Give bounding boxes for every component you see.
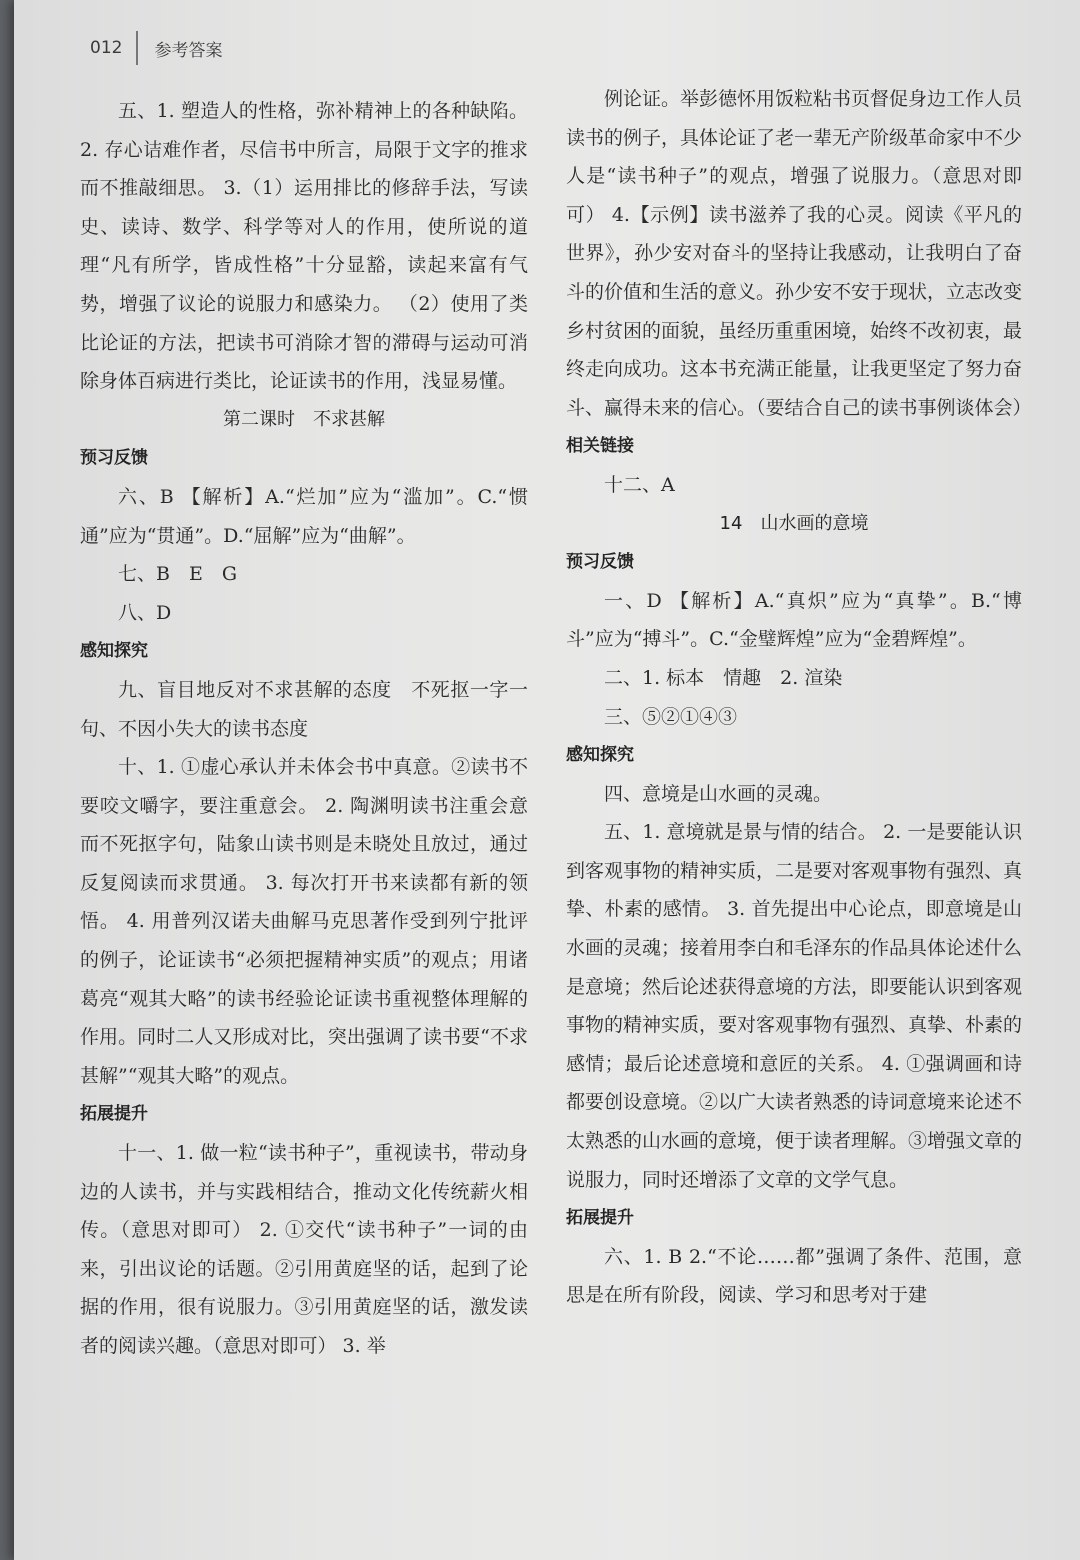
- answer-three: 三、⑤②①④③: [604, 705, 738, 728]
- lesson-title: 14 山水画的意境: [719, 512, 869, 534]
- answer-five: 五、1. 塑造人的性格，弥补精神上的各种缺陷。 2. 存心诘难作者，尽信书中所言，局限于文字的推求而不推敲细思。 3.（1）运用排比的修辞手法，写读史、读诗、数学、科学等对人的作用，使所说的道理“凡有所学，皆成性格”十分显豁，读起来富有气势，增强了议论的说服力和感染力。 （2）使用了类比论证的方法，把读书可消除才智的滞碍与运动可消除身体百病进行类比，论证读书的作用，浅显易懂。: [80, 100, 528, 393]
- section-preview: 预习反馈: [80, 448, 148, 469]
- answer-six: 六、B 【解析】A.“烂加”应为“滥加”。C.“惯通”应为“贯通”。D.“屈解”应为“曲解”。: [80, 485, 528, 547]
- page-header: [90, 30, 222, 66]
- book-page: [14, 0, 1080, 1560]
- answer-twelve: 十二、A: [604, 473, 675, 496]
- section-perception: 感知探究: [80, 641, 148, 662]
- answer-eight: 八、D: [118, 601, 172, 624]
- page-number: 012: [90, 38, 123, 58]
- lesson-title: 第二课时 不求甚解: [223, 408, 385, 430]
- header-title: 参考答案: [154, 40, 223, 61]
- header-divider: [136, 31, 138, 65]
- answer-one: 一、D 【解析】A.“真炽”应为“真挚”。B.“博斗”应为“搏斗”。C.“金璧辉煌”应为“金碧辉煌”。: [566, 589, 1022, 651]
- answer-six: 六、1. B 2.“不论……都”强调了条件、范围，意思是在所有阶段，阅读、学习和思考对于建: [566, 1245, 1022, 1307]
- answer-five: 五、1. 意境就是景与情的结合。 2. 一是要能认识到客观事物的精神实质，二是要对客观事物有强烈、真挚、朴素的感情。 3. 首先提出中心论点，即意境是山水画的灵魂；接着用李白和毛泽东的作品具体论述什么是意境；然后论述获得意境的方法，即要能认识到客观事物的精神实质，要对客观事物有强烈、真挚、朴素的感情；最后论述意境和意匠的关系。 4. ①强调画和诗都要创设意境。②以广大读者熟悉的诗词意境来论述不太熟悉的山水画的意境，便于读者理解。③增强文章的说服力，同时还增添了文章的文学气息。: [566, 821, 1023, 1191]
- right-column: [566, 80, 1032, 1315]
- section-links: 相关链接: [566, 436, 634, 457]
- answer-eleven-continued: 例论证。举彭德怀用饭粒粘书页督促身边工作人员读书的例子，具体论证了老一辈无产阶级革命家中不少人是“读书种子”的观点，增强了说服力。（意思对即可） 4.【示例】读书滋养了我的心灵。阅读《平凡的世界》，孙少安对奋斗的坚持让我感动，让我明白了奋斗的价值和生活的意义。孙少安不安于现状，立志改变乡村贫困的面貌，虽经历重重困境，始终不改初衷，最终走向成功。这本书充满正能量，让我更坚定了努力奋斗、赢得未来的信心。（要结合自己的读书事例谈体会）: [566, 88, 1032, 419]
- left-column: [80, 92, 528, 1366]
- section-perception: 感知探究: [566, 745, 634, 766]
- answer-seven: 七、B E G: [118, 563, 238, 586]
- section-preview: 预习反馈: [566, 552, 634, 573]
- section-extension: 拓展提升: [80, 1104, 148, 1125]
- answer-ten: 十、1. ①虚心承认并未体会书中真意。②读书不要咬文嚼字，要注重意会。 2. 陶渊明读书注重会意而不死抠字句，陆象山读书则是未晓处且放过，通过反复阅读而求贯通。 3. 每次打开书来读都有新的领悟。 4. 用普列汉诺夫曲解马克思著作受到列宁批评的例子，论证读书“必须把握精神实质”的观点；用诸葛亮“观其大略”的读书经验论证读书重视整体理解的作用。同时二人又形成对比，突出强调了读书要“不求甚解”“观其大略”的观点。: [80, 756, 528, 1087]
- answer-four: 四、意境是山水画的灵魂。: [604, 782, 833, 805]
- answer-nine: 九、盲目地反对不求甚解的态度 不死抠一字一句、不因小失大的读书态度: [80, 678, 528, 740]
- answer-two: 二、1. 标本 情趣 2. 渲染: [604, 666, 843, 689]
- section-extension: 拓展提升: [566, 1208, 634, 1229]
- answer-eleven: 十一、1. 做一粒“读书种子”，重视读书，带动身边的人读书，并与实践相结合，推动文化传统薪火相传。（意思对即可） 2. ①交代“读书种子”一词的由来，引出议论的话题。②引用黄庭坚的话，起到了论据的作用，很有说服力。③引用黄庭坚的话，激发读者的阅读兴趣。（意思对即可） 3. 举: [80, 1142, 528, 1357]
